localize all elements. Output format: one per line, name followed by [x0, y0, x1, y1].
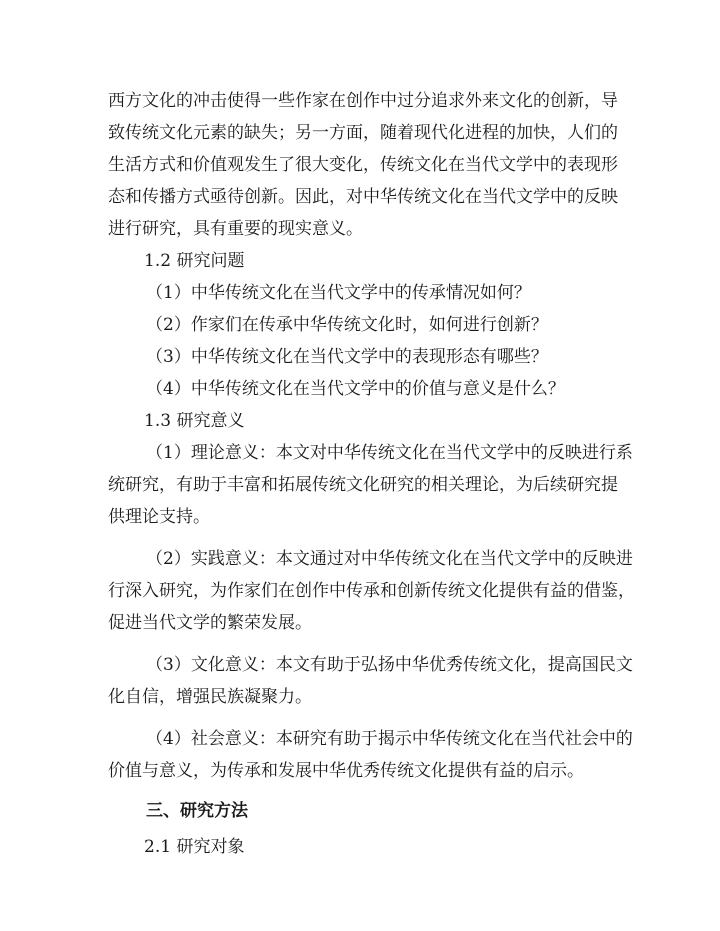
significance-line: 统研究，有助于丰富和拓展传统文化研究的相关理论，为后续研究提 — [108, 475, 618, 495]
significance-line: （3）文化意义：本文有助于弘扬中华优秀传统文化，提高国民文 — [146, 655, 633, 675]
significance-line: 行深入研究，为作家们在创作中传承和创新传统文化提供有益的借鉴， — [108, 581, 635, 601]
significance-line: （1）理论意义：本文对中华传统文化在当代文学中的反映进行系 — [146, 443, 633, 463]
body-text-line: 进行研究，具有重要的现实意义。 — [108, 219, 363, 239]
body-text-line: 生活方式和价值观发生了很大变化，传统文化在当代文学中的表现形 — [108, 155, 618, 175]
question-item: （4）中华传统文化在当代文学中的价值与意义是什么？ — [146, 379, 565, 399]
significance-line: 供理论支持。 — [108, 507, 210, 527]
body-text-line: 致传统文化元素的缺失；另一方面，随着现代化进程的加快，人们的 — [108, 123, 618, 143]
body-text-line: 态和传播方式亟待创新。因此，对中华传统文化在当代文学中的反映 — [108, 187, 618, 207]
significance-line: （4）社会意义：本研究有助于揭示中华传统文化在当代社会中的 — [146, 729, 633, 749]
section-heading-2-1: 2.1 研究对象 — [144, 837, 245, 857]
significance-line: 化自信，增强民族凝聚力。 — [108, 687, 312, 707]
section-heading-1-3: 1.3 研究意义 — [144, 411, 245, 431]
question-item: （1）中华传统文化在当代文学中的传承情况如何？ — [146, 283, 531, 303]
body-text-line: 西方文化的冲击使得一些作家在创作中过分追求外来文化的创新，导 — [108, 91, 618, 111]
chapter-heading: 三、研究方法 — [146, 801, 248, 821]
question-item: （3）中华传统文化在当代文学中的表现形态有哪些？ — [146, 347, 548, 367]
question-item: （2）作家们在传承中华传统文化时，如何进行创新？ — [146, 315, 548, 335]
significance-line: （2）实践意义：本文通过对中华传统文化在当代文学中的反映进 — [146, 549, 633, 569]
section-heading-1-2: 1.2 研究问题 — [144, 251, 245, 271]
significance-line: 促进当代文学的繁荣发展。 — [108, 613, 312, 633]
significance-line: 价值与意义，为传承和发展中华优秀传统文化提供有益的启示。 — [108, 761, 584, 781]
